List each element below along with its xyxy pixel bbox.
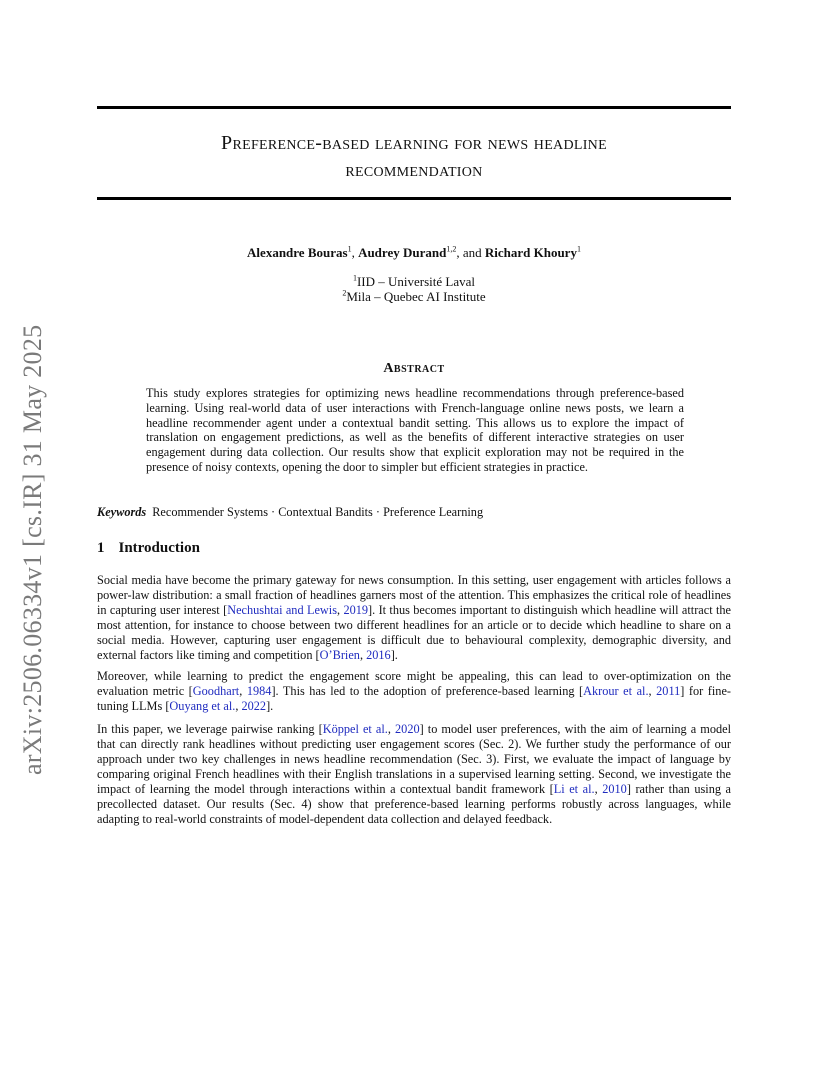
abstract-body: This study explores strategies for optimizing news headline recommendations through preference-based learning. Using real-world data of user interactions with French-language online news posts, we learn a headline recommender agent under a contextual bandit setting. This allows us to explore the impact of translation on engagement predictions, as well as the benefits of different interactive strategies on user engagement during data collection. Our results show that explicit exploration may not be required in the presence of noisy contexts, opening the door to simpler but efficient strategies in practice. (146, 386, 684, 474)
intro-paragraph-1 (97, 573, 731, 663)
paragraph-text: Moreover, while learning to predict the engagement score might be appealing, this can lead to over-optimization on the evaluation metric [ (97, 669, 731, 698)
title-line-2: recommendation (345, 159, 483, 181)
affiliation-1 (97, 274, 731, 289)
keywords-line (97, 504, 483, 520)
paragraph-text: ] rather than using a precollected dataset. Our results (Sec. 4) show that preference-based learning performs robustly across languages, while adapting to real-world constraints of model-dependent data collection and delayed feedback. (97, 782, 732, 826)
intro-paragraph-2 (97, 669, 731, 714)
author-list (97, 244, 731, 262)
author-name: Richard Khoury (484, 245, 577, 260)
paragraph-text: , (648, 684, 657, 698)
paragraph-text: ]. This has led to the adoption of preference-based learning [ (271, 684, 584, 698)
paper-title (97, 130, 731, 184)
author-separator: , and (456, 245, 485, 260)
paragraph-text: , (235, 699, 242, 713)
paragraph-text: ]. (390, 648, 398, 662)
keywords-label: Keywords (97, 505, 147, 519)
paragraph-text: Social media have become the primary gateway for news consumption. In this setting, user engagement with articles follows a power-law distribution: a small fraction of headlines garners most of the attention. This emphasizes the critical role of headlines in capturing user interest [ (97, 573, 731, 617)
citation-link[interactable]: Akrour et al. (583, 684, 649, 698)
keywords-list: Recommender Systems · Contextual Bandits · Preference Learning (152, 505, 484, 519)
paragraph-text: In this paper, we leverage pairwise ranking [ (97, 722, 323, 736)
abstract-heading: Abstract (383, 361, 445, 376)
affiliation-text: IID – Université Laval (356, 274, 476, 289)
citation-link[interactable]: 2020 (395, 722, 420, 736)
affiliation-mark: 1 (352, 273, 357, 283)
paragraph-text: , (387, 722, 396, 736)
author-separator: , (351, 245, 359, 260)
paragraph-text: , (359, 648, 367, 662)
author-affiliation-mark: 1 (576, 244, 581, 254)
paragraph-text: , (337, 603, 344, 617)
affiliation-2 (97, 289, 731, 304)
citation-link[interactable]: 2011 (656, 684, 681, 698)
arxiv-identifier-stamp: arXiv:2506.06334v1 [cs.IR] 31 May 2025 (18, 324, 47, 775)
citation-link[interactable]: O’Brien (319, 648, 360, 662)
title-top-rule (97, 106, 731, 109)
section-heading-introduction (97, 540, 200, 557)
citation-link[interactable]: Köppel et al. (322, 722, 388, 736)
section-title: Introduction (118, 540, 200, 556)
citation-link[interactable]: Goodhart (192, 684, 240, 698)
citation-link[interactable]: Ouyang et al. (169, 699, 236, 713)
paragraph-text: , (239, 684, 247, 698)
citation-link[interactable]: 2016 (366, 648, 391, 662)
citation-link[interactable]: 2019 (343, 603, 369, 617)
citation-link[interactable]: Nechushtai and Lewis (227, 603, 338, 617)
author-name: Alexandre Bouras (247, 245, 348, 260)
title-bottom-rule (97, 197, 731, 200)
paragraph-text: ] to model user preferences, with the aim of learning a model that can directly rank headlines without predicting user engagement scores (Sec. 2). We further study the performance of our approach under two key challenges in news headline recommendation (Sec. 3). First, we evaluate the impact of language by comparing original French headlines with their English translations in a supervised learning setting. Second, we investigate the impact of learning the model through interactions within a contextual bandit framework [ (97, 722, 732, 796)
author-affiliation-mark: 1 (347, 244, 352, 254)
paragraph-text: ]. It thus becomes important to distinguish which headline will attract the most attention, for instance to choose between two different headlines for an article or to decide which headline to share on a social media. However, capturing user engagement is difficult due to behavioural complexity, demographic diversity, and external factors like timing and competition [ (97, 603, 732, 662)
citation-link[interactable]: 2010 (602, 782, 627, 796)
section-number: 1 (97, 540, 105, 556)
title-line-1: Preference-based learning for news headline (221, 132, 607, 154)
paragraph-text: , (594, 782, 603, 796)
citation-link[interactable]: 2022 (241, 699, 267, 713)
author-name: Audrey Durand (358, 245, 447, 260)
affiliation-mark: 2 (342, 288, 347, 298)
author-affiliation-mark: 1,2 (446, 244, 457, 254)
affiliation-text: Mila – Quebec AI Institute (346, 289, 486, 304)
citation-link[interactable]: Li et al. (553, 782, 595, 796)
paragraph-text: ]. (266, 699, 274, 713)
citation-link[interactable]: 1984 (246, 684, 272, 698)
intro-paragraph-3 (97, 722, 731, 827)
paragraph-text: ] for fine-tuning LLMs [ (97, 684, 731, 713)
